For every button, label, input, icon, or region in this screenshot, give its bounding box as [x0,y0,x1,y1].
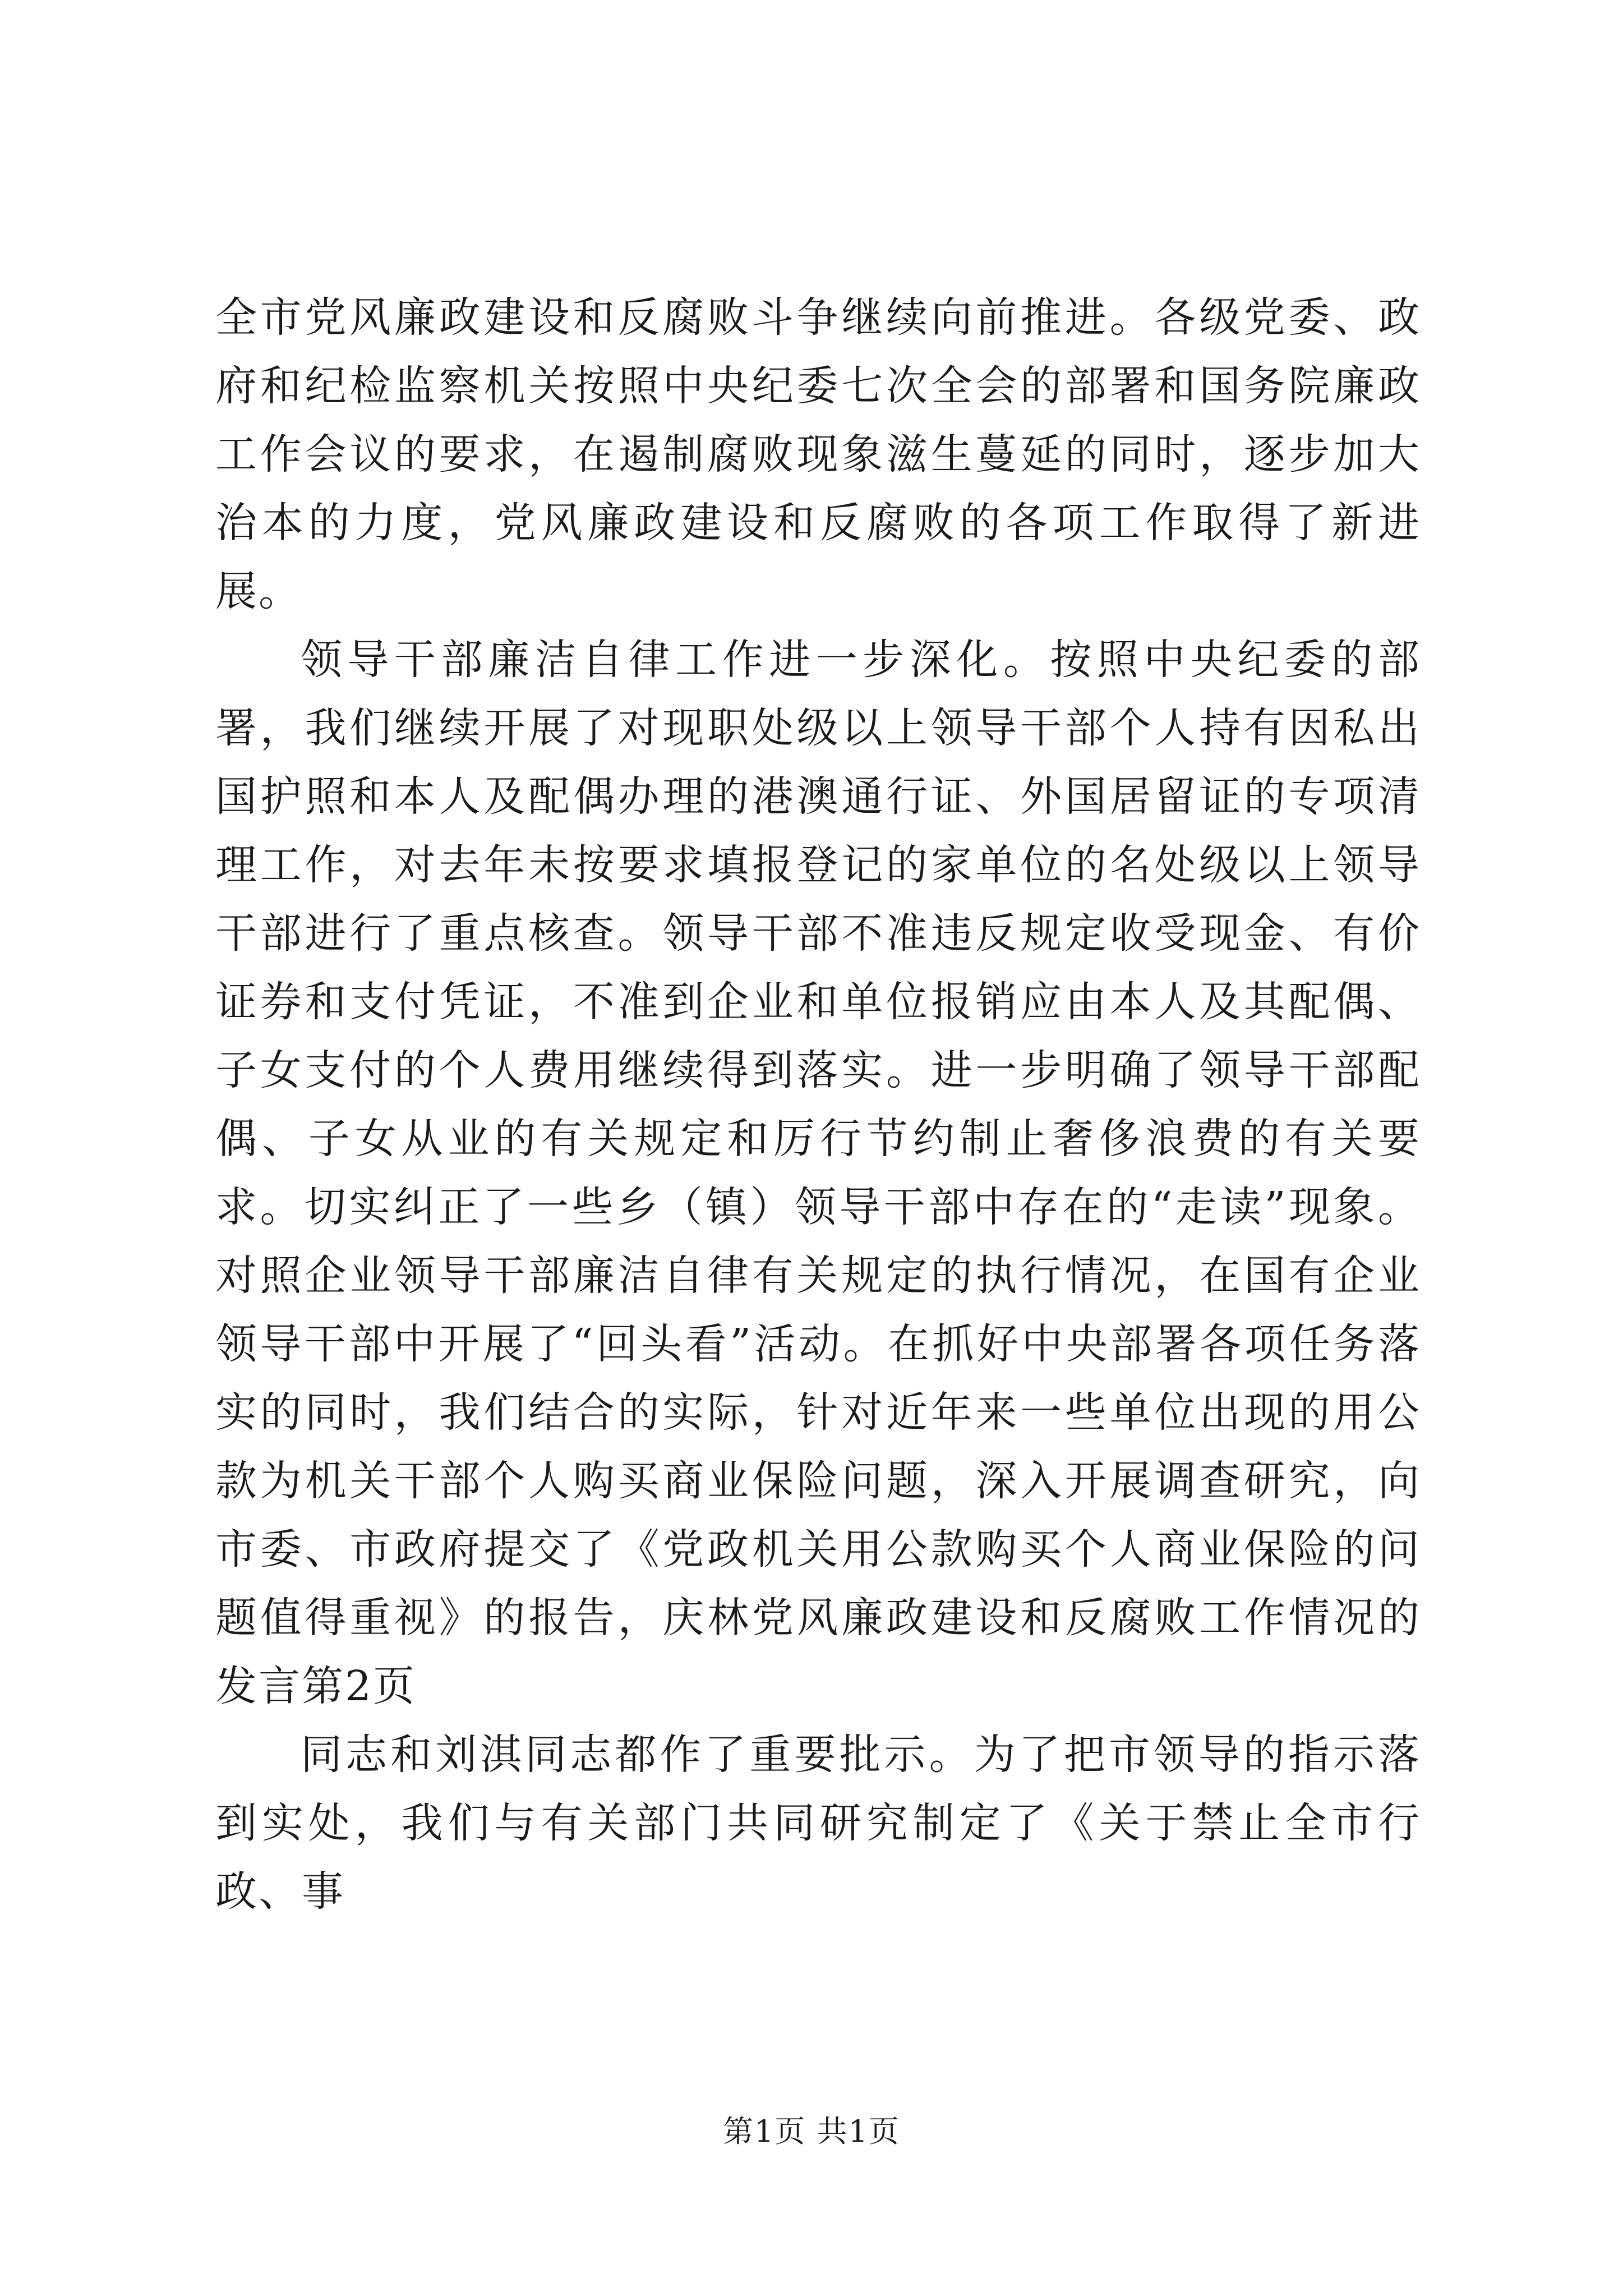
document-body [215,283,1421,1926]
paragraph-3: 同志和刘淇同志都作了重要批示。为了把市领导的指示落到实处，我们与有关部门共同研究制定了《关于禁止全市行政、事 [215,1731,1421,1916]
paragraph-2: 领导干部廉洁自律工作进一步深化。按照中央纪委的部署，我们继续开展了对现职处级以上领导干部个人持有因私出国护照和本人及配偶办理的港澳通行证、外国居留证的专项清理工作，对去年未按要求填报登记的家单位的名处级以上领导干部进行了重点核查。领导干部不准违反规定收受现金、有价证券和支付凭证，不准到企业和单位报销应由本人及其配偶、子女支付的个人费用继续得到落实。进一步明确了领导干部配偶、子女从业的有关规定和厉行节约制止奢侈浪费的有关要求。切实纠正了一些乡（镇）领导干部中存在的“走读”现象。对照企业领导干部廉洁自律有关规定的执行情况，在国有企业领导干部中开展了“回头看”活动。在抓好中央部署各项任务落实的同时，我们结合的实际，针对近年来一些单位出现的用公款为机关干部个人购买商业保险问题，深入开展调查研究，向市委、市政府提交了《党政机关用公款购买个人商业保险的问题值得重视》的报告，庆林党风廉政建设和反腐败工作情况的发言第2页 [215,636,1421,1710]
paragraph-1: 全市党风廉政建设和反腐败斗争继续向前推进。各级党委、政府和纪检监察机关按照中央纪委七次全会的部署和国务院廉政工作会议的要求，在遏制腐败现象滋生蔓延的同时，逐步加大治本的力度，党风廉政建设和反腐败的各项工作取得了新进展。 [215,293,1421,615]
page-footer: 第1页 共1页 [723,2114,900,2149]
